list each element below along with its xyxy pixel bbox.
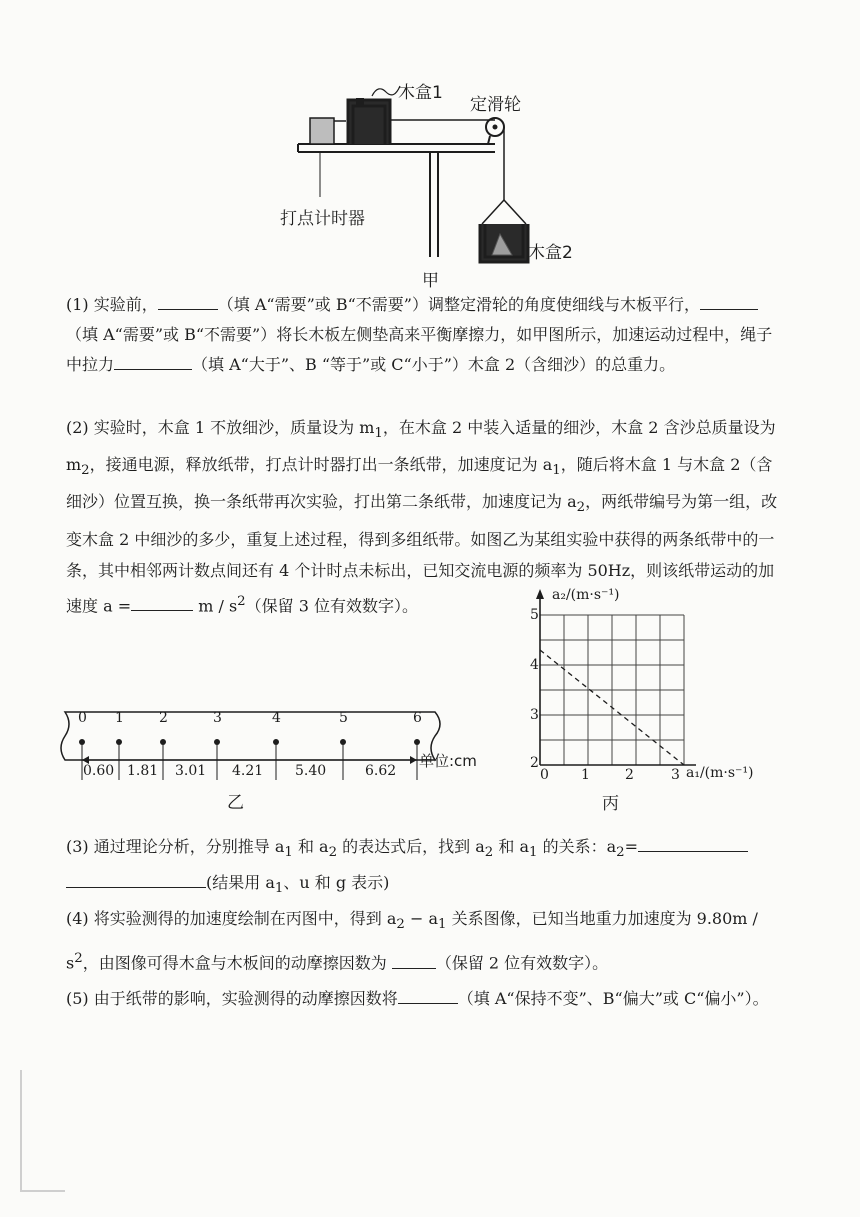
tape-point-label: 4	[272, 710, 281, 726]
timer-box	[310, 118, 334, 144]
y-tick-label: 4	[530, 657, 539, 673]
graph-labels	[510, 585, 810, 820]
tape-labels	[55, 700, 485, 813]
question-5: (5) 由于纸带的影响，实验测得的动摩擦因数将 （填 A“保持不变”、B“偏大”或 C“偏小”）。	[66, 984, 786, 1014]
tape-segment-label: 5.40	[295, 763, 327, 779]
caption-yi: 乙	[227, 793, 244, 813]
question-2: (2) 实验时，木盒 1 不放细沙，质量设为 $m_1$，在木盒 2 中装入适量的细沙，木盒 2 含沙总质量设为 $m_2$，接通电源，释放纸带，打点计时器打出一条纸带，加速度记为 $a_1$，随后将木盒 1 与木盒 2（含细沙）位置互换，换一条纸带再次实验，打出第二条纸带，加速度记为 $a_2$，两纸带编号为第一组，改变木盒 2 中细沙的多少，重复上述过程，得到多组纸带。如图乙为某组实验中获得的两条纸带中的一条，其中相邻两计数点间还有 4 个计时点未标出，已知交流电源的频率为 50Hz，则该纸带运动的加速度 $a = m / s^2$（保留 3 位有效数字）。	[66, 418, 778, 615]
blank-1c[interactable]	[114, 351, 192, 370]
question-3: (3) 通过理论分析，分别推导 $a_1$ 和 $a_2$ 的表达式后，找到 $a_2$ 和 $a_1$ 的关系：$a_2=$ (结果用 $a_1$、u 和 g 表示)	[66, 832, 786, 904]
box2-label: 木盒2	[528, 243, 573, 263]
box1	[348, 100, 390, 144]
tape-segment-label: 0.60	[83, 763, 115, 779]
tape-point-label: 1	[115, 710, 124, 726]
x-tick-label: 3	[671, 767, 680, 783]
caption-jia: 甲	[422, 271, 439, 291]
blank-3b[interactable]	[66, 869, 206, 888]
tape-point-label: 2	[159, 710, 168, 726]
scan-edge-left	[20, 1070, 22, 1190]
blank-4[interactable]	[392, 950, 436, 969]
question-4: (4) 将实验测得的加速度绘制在丙图中，得到 $a_2 - a_1$ 关系图像，已知当地重力加速度为 $9.80m / s^2$，由图像可得木盒与木板间的动摩擦因数为 （保留 2 位有效数字）。	[66, 909, 758, 973]
y-tick-label: 3	[530, 707, 539, 723]
x-axis-label: a₁/(m·s⁻¹)	[686, 765, 754, 781]
tape-segment-label: 6.62	[365, 763, 397, 779]
blank-1b[interactable]	[700, 291, 758, 310]
tape-point-label: 5	[339, 710, 348, 726]
y-tick-label: 2	[530, 755, 539, 771]
tape-segment-label: 4.21	[232, 763, 264, 779]
scan-edge-bottom	[20, 1190, 65, 1192]
blank-2-acceleration[interactable]	[131, 592, 193, 611]
blank-3a[interactable]	[638, 833, 748, 852]
box1-label: 木盒1	[398, 83, 443, 103]
pulley-label: 定滑轮	[470, 95, 521, 115]
box1-leader	[372, 86, 400, 96]
timer-label: 打点计时器	[280, 209, 365, 229]
tape-unit: 单位:cm	[419, 752, 477, 770]
question-1: (1) 实验前， （填 A“需要”或 B“不需要”）调整定滑轮的角度使细线与木板平行，（填 A“需要”或 B“不需要”）将长木板左侧垫高来平衡摩擦力，如甲图所示，加速运动过程中，绳子中拉力 （填 A“大于”、B “等于”或 C“小于”）木盒 2（含细沙）的总重力。	[66, 290, 786, 380]
tape-segment-label: 1.81	[127, 763, 159, 779]
x-tick-label: 1	[581, 767, 590, 783]
caption-bing: 丙	[602, 794, 619, 814]
x-tick-label: 2	[625, 767, 634, 783]
tape-segment-label: 3.01	[175, 763, 207, 779]
y-axis-label: a₂/(m·s⁻¹)	[552, 587, 620, 603]
y-tick-label: 5	[530, 607, 539, 623]
tape-point-label: 0	[78, 710, 87, 726]
tape-point-label: 3	[213, 710, 222, 726]
x-tick-label: 0	[540, 767, 549, 783]
tape-point-label: 6	[413, 710, 422, 726]
blank-1a[interactable]	[158, 291, 218, 310]
blank-5[interactable]	[398, 985, 458, 1004]
long-board	[298, 144, 495, 257]
